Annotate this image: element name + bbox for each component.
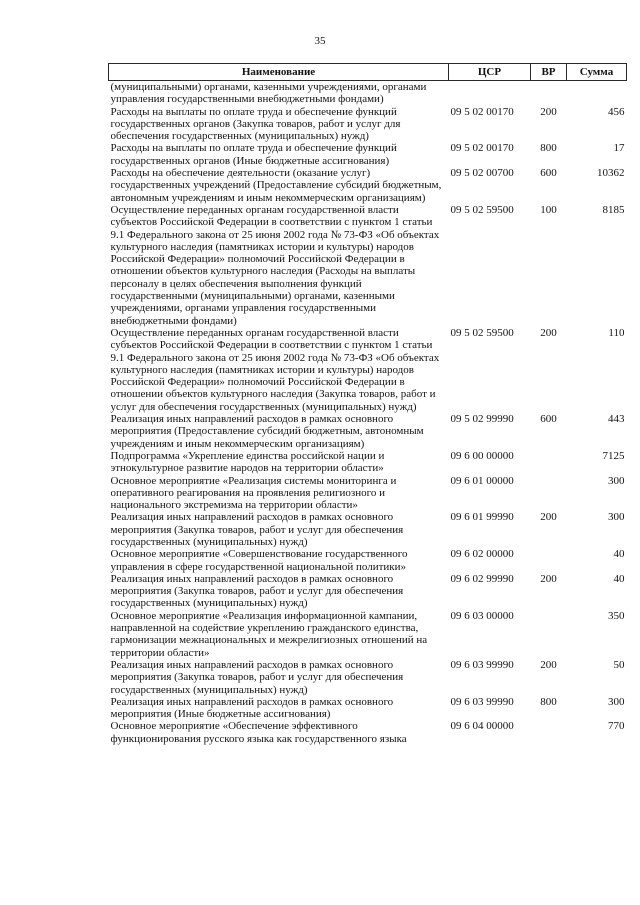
row-csr: 09 6 01 99990 — [450, 511, 514, 524]
row-csr: 09 6 03 99990 — [450, 658, 514, 671]
row-sum — [567, 81, 627, 106]
table-row — [109, 167, 627, 204]
row-vr: 600 — [540, 167, 557, 180]
row-sum: 10362 — [597, 167, 625, 180]
row-vr — [531, 81, 567, 106]
row-vr — [531, 720, 567, 745]
page-number: 35 — [314, 35, 326, 47]
row-vr: 600 — [540, 413, 557, 426]
row-csr: 09 6 00 00000 — [450, 449, 514, 462]
row-name: Основное мероприятие «Реализация информационной кампании, направленной на содействие укреплению гражданского единства, гармонизации межнациональных и межрелигиозных отношений на территории области» — [110, 609, 428, 659]
header-vr: ВР — [531, 64, 567, 81]
row-csr: 09 6 01 00000 — [450, 474, 514, 487]
row-csr: 09 5 02 99990 — [450, 413, 514, 426]
row-name: Основное мероприятие «Реализация системы мониторинга и оперативного реагирования на проявления религиозного и национального экстремизма на территории области» — [110, 474, 397, 512]
row-csr: 09 5 02 00700 — [450, 167, 514, 180]
row-vr: 200 — [540, 658, 557, 671]
row-name: Осуществление переданных органам государственной власти субъектов Российской Федерации в соответствии с пунктом 1 статьи 9.1 Федерального закона от 25 июня 2002 года № 73-ФЗ «Об объектах культурного наследия (памятниках истории и культуры) народов Российской Федерации» полномочий Российской Федерации в отношении объектов культурного наследия (Закупка товаров, работ и услуг для обеспечения государственных (муниципальных) нужд) — [110, 326, 440, 413]
table-row — [109, 548, 627, 573]
table-row — [109, 610, 627, 659]
header-sum: Сумма — [567, 64, 627, 81]
row-sum: 17 — [613, 142, 625, 155]
table-row — [109, 511, 627, 548]
row-vr: 200 — [540, 105, 557, 118]
row-sum: 456 — [608, 105, 625, 118]
table-row — [109, 81, 627, 106]
row-sum: 350 — [608, 609, 625, 622]
table-row — [109, 142, 627, 167]
row-vr — [531, 610, 567, 659]
table-row — [109, 573, 627, 610]
row-sum: 300 — [608, 474, 625, 487]
header-name: Наименование — [109, 64, 449, 81]
row-csr — [449, 81, 531, 106]
table-row — [109, 659, 627, 696]
row-csr: 09 6 02 00000 — [450, 548, 514, 561]
row-csr: 09 6 03 99990 — [450, 695, 514, 708]
row-vr — [531, 475, 567, 512]
row-sum: 50 — [613, 658, 625, 671]
row-name: Реализация иных направлений расходов в рамках основного мероприятия (Иные бюджетные ассигнования) — [110, 695, 394, 721]
row-name: Осуществление переданных органам государственной власти субъектов Российской Федерации в соответствии с пунктом 1 статьи 9.1 Федерального закона от 25 июня 2002 года № 73-ФЗ «Об объектах культурного наследия (памятниках истории и культуры) народов Российской Федерации» полномочий Российской Федерации в отношении объектов культурного наследия (Расходы на выплаты персоналу в целях обеспечения выполнения функций государственными (муниципальными) органами, казенными учреждениями, органами управления государственными внебюджетными фондами) — [110, 203, 440, 327]
row-name: (муниципальными) органами, казенными учреждениями, органами управления государственными внебюджетными фондами) — [110, 81, 427, 106]
budget-table — [108, 63, 627, 745]
row-name: Реализация иных направлений расходов в рамках основного мероприятия (Закупка товаров, работ и услуг для обеспечения государственных (муниципальных) нужд) — [110, 658, 404, 696]
row-vr: 100 — [540, 203, 557, 216]
row-sum: 300 — [608, 695, 625, 708]
row-name: Основное мероприятие «Обеспечение эффективного функционирования русского языка как государственного языка — [110, 720, 407, 745]
table-row — [109, 327, 627, 413]
row-name: Основное мероприятие «Совершенствование государственного управления в сфере государственной национальной политики» — [110, 548, 408, 573]
row-name: Реализация иных направлений расходов в рамках основного мероприятия (Закупка товаров, работ и услуг для обеспечения государственных (муниципальных) нужд) — [110, 511, 404, 548]
row-csr: 09 6 02 99990 — [450, 572, 514, 585]
table-row — [109, 413, 627, 450]
table-row — [109, 106, 627, 143]
row-name: Реализация иных направлений расходов в рамках основного мероприятия (Предоставление субсидий бюджетным, автономным учреждениям и иным некоммерческим организациям) — [110, 413, 424, 450]
row-sum: 443 — [608, 413, 625, 426]
table-row — [109, 696, 627, 721]
row-sum: 40 — [613, 548, 625, 561]
row-name: Реализация иных направлений расходов в рамках основного мероприятия (Закупка товаров, работ и услуг для обеспечения государственных (муниципальных) нужд) — [110, 572, 404, 610]
table-header-row — [109, 64, 627, 81]
row-csr: 09 5 02 00170 — [450, 105, 514, 118]
row-vr: 200 — [540, 326, 557, 339]
header-csr: ЦСР — [449, 64, 531, 81]
row-sum: 40 — [613, 572, 625, 585]
row-csr: 09 5 02 00170 — [450, 142, 514, 155]
row-csr: 09 5 02 59500 — [450, 203, 514, 216]
row-name: Расходы на обеспечение деятельности (оказание услуг) государственных учреждений (Предоставление субсидий бюджетным, автономным учреждениям и иным некоммерческим организациям) — [110, 167, 442, 204]
table-row — [109, 450, 627, 475]
row-csr: 09 6 04 00000 — [450, 720, 514, 733]
row-vr: 800 — [540, 695, 557, 708]
row-sum: 8185 — [602, 203, 625, 216]
table-row — [109, 204, 627, 327]
row-name: Расходы на выплаты по оплате труда и обеспечение функций государственных органов (Закупка товаров, работ и услуг для обеспечения государственных (муниципальных) нужд) — [110, 105, 401, 143]
row-vr: 200 — [540, 511, 557, 524]
row-vr: 800 — [540, 142, 557, 155]
row-vr: 200 — [540, 572, 557, 585]
row-csr: 09 6 03 00000 — [450, 609, 514, 622]
row-sum: 770 — [608, 720, 625, 733]
row-name: Подпрограмма «Укрепление единства российской нации и этнокультурное развитие народов на территории области» — [110, 449, 385, 475]
table-row — [109, 475, 627, 512]
row-vr — [531, 548, 567, 573]
row-sum: 300 — [608, 511, 625, 524]
table-row — [109, 720, 627, 745]
row-name: Расходы на выплаты по оплате труда и обеспечение функций государственных органов (Иные бюджетные ассигнования) — [110, 142, 397, 167]
row-csr: 09 5 02 59500 — [450, 326, 514, 339]
row-sum: 110 — [608, 326, 625, 339]
row-vr — [531, 450, 567, 475]
row-sum: 7125 — [602, 449, 625, 462]
